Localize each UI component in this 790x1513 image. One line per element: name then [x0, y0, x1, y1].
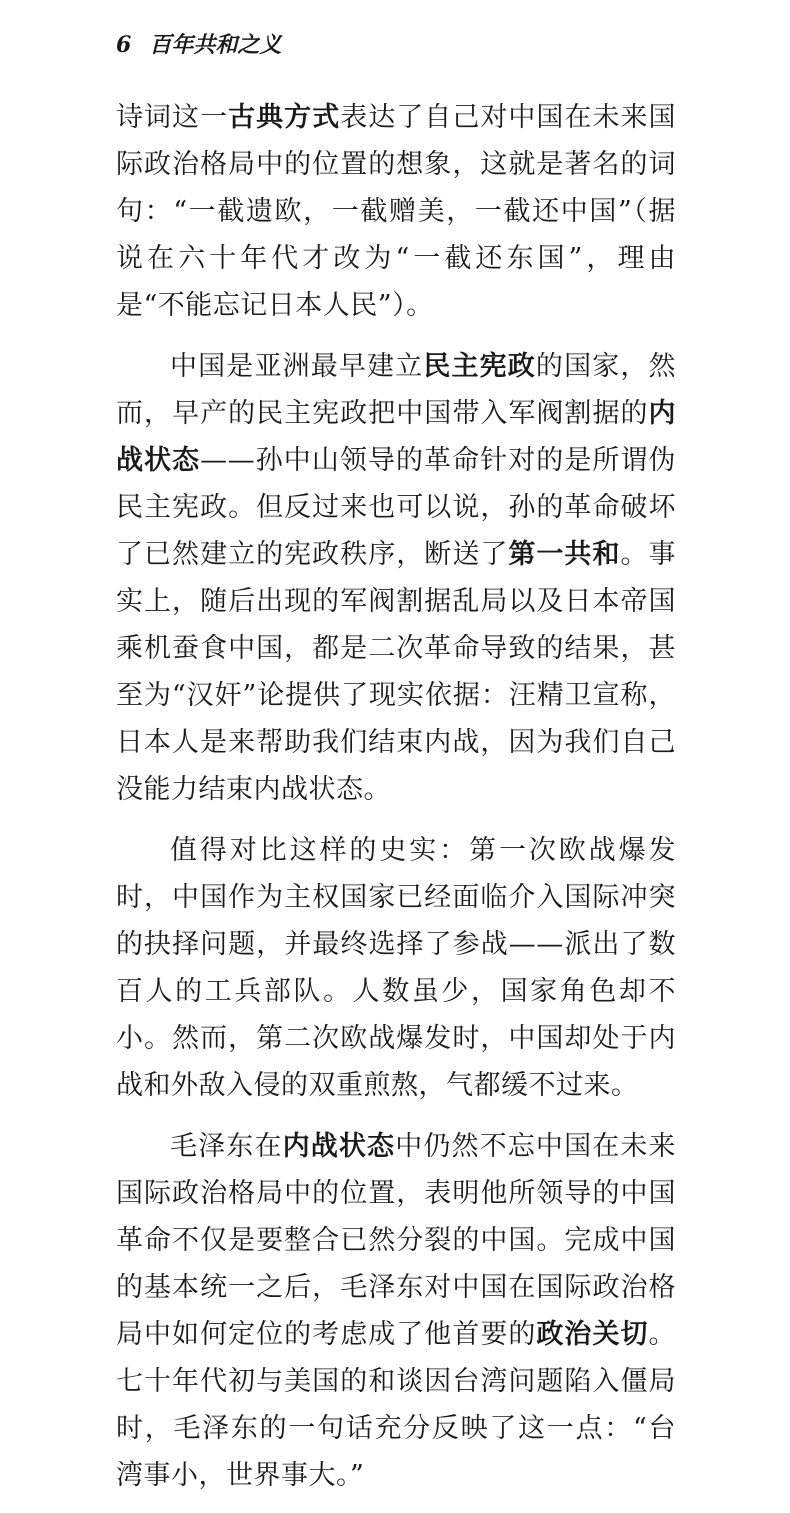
emphasized-term: 第一共和 [508, 539, 621, 570]
paragraph-text: 中仍然不忘中国在未来国际政治格局中的位置，表明他所领导的中国革命不仅是要整合已然分裂的中国。完成中国的基本统一之后，毛泽东对中国在国际政治格局中如何定位的考虑成了他首要的 [116, 1131, 677, 1350]
running-header [116, 30, 281, 60]
paragraph-text: 。七十年代初与美国的和谈因台湾问题陷入僵局时，毛泽东的一句话充分反映了这一点：“台湾事小，世界事大。” [116, 1319, 677, 1491]
body-text [116, 94, 676, 1513]
paragraph-text: 的国家，然而，早产的民主宪政把中国带入军阀割据的 [116, 351, 677, 429]
paragraph-text: 毛泽东在 [170, 1131, 283, 1162]
paragraph-text: 中国是亚洲最早建立 [170, 351, 424, 382]
paragraph-text: ——孙中山领导的革命针对的是所谓伪民主宪政。但反过来也可以说，孙的革命破坏了已然建立的宪政秩序，断送了 [116, 445, 677, 570]
paragraph-text: 值得对比这样的史实：第一次欧战爆发时，中国作为主权国家已经面临介入国际冲突的抉择问题，并最终选择了参战——派出了数百人的工兵部队。人数虽少，国家角色却不小。然而，第二次欧战爆发时，中国却处于内战和外敌入侵的双重煎熬，气都缓不过来。 [116, 835, 676, 1101]
emphasized-term: 民主宪政 [423, 351, 536, 382]
paragraph-text: 表达了自己对中国在未来国际政治格局中的位置的想象，这就是著名的词句：“一截遗欧，一截赠美，一截还中国”（据说在六十年代才改为“一截还东国”，理由是“不能忘记日本人民”）。 [116, 102, 677, 321]
emphasized-term: 内战状态 [282, 1131, 396, 1162]
paragraph [116, 94, 676, 329]
paragraph [116, 1123, 676, 1499]
paragraph-text: 。事实上，随后出现的军阀割据乱局以及日本帝国乘机蚕食中国，都是二次革命导致的结果，甚至为“汉奸”论提供了现实依据：汪精卫宣称，日本人是来帮助我们结束内战，因为我们自己没能力结束内战状态。 [116, 539, 677, 805]
emphasized-term: 内战状态 [116, 398, 676, 476]
emphasized-term: 政治关切 [536, 1319, 649, 1350]
paragraph-text: 诗词这一 [116, 102, 229, 133]
emphasized-term: 古典方式 [228, 102, 341, 133]
paragraph [116, 343, 676, 813]
paragraph [116, 827, 676, 1109]
page-number: 6 [116, 32, 132, 58]
book-title: 百年共和之义 [149, 32, 282, 58]
